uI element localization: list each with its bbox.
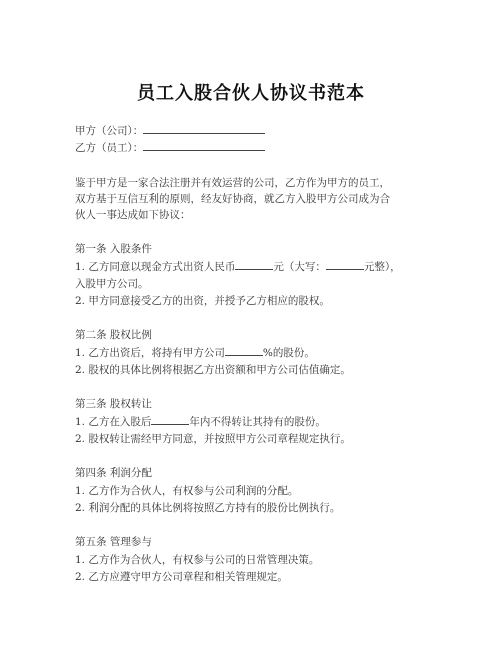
- intro-line: 伙人一事达成如下协议：: [75, 209, 191, 221]
- clause-line: 1. 乙方作为合伙人，有权参与公司利润的分配。: [75, 485, 299, 497]
- party-a-blank[interactable]: [143, 124, 265, 134]
- section-heading: 第二条 股权比例: [75, 329, 152, 341]
- clause-text: 年内不得转让其持有的股份。: [189, 416, 326, 428]
- clause-line: 2. 股权转让需经甲方同意，并按照甲方公司章程规定执行。: [75, 433, 351, 445]
- section-heading: 第五条 管理参与: [75, 536, 152, 548]
- clause-text: %的股份。: [262, 347, 315, 359]
- party-b-blank[interactable]: [143, 141, 265, 151]
- clause-line: 2. 股权的具体比例将根据乙方出资额和甲方公司估值确定。: [75, 364, 351, 376]
- percent-blank[interactable]: [225, 346, 263, 356]
- section-heading: 第三条 股权转让: [75, 398, 152, 410]
- party-a-line: [75, 124, 265, 138]
- clause-text: 1. 乙方在入股后: [75, 416, 152, 428]
- years-blank[interactable]: [151, 415, 189, 425]
- intro-line: 鉴于甲方是一家合法注册并有效运营的公司，乙方作为甲方的员工，: [75, 177, 390, 189]
- clause-line: [75, 260, 401, 274]
- clause-line: 2. 乙方应遵守甲方公司章程和相关管理规定。: [75, 571, 288, 583]
- clause-line: 1. 乙方作为合伙人，有权参与公司的日常管理决策。: [75, 554, 320, 566]
- amount-blank[interactable]: [235, 260, 273, 270]
- document-title: 员工入股合伙人协议书范本: [137, 83, 365, 104]
- clause-text: 1. 乙方同意以现金方式出资人民币: [75, 261, 236, 273]
- clause-line: 入股甲方公司。: [75, 278, 149, 290]
- intro-line: 双方基于互信互利的原则，经友好协商，就乙方入股甲方公司成为合: [75, 193, 390, 205]
- party-b-line: [75, 141, 265, 155]
- clause-text: 1. 乙方出资后，将持有甲方公司: [75, 347, 225, 359]
- section-heading: 第一条 入股条件: [75, 243, 152, 255]
- clause-text: 元整），: [363, 261, 401, 273]
- clause-text: 元（大写：: [273, 261, 326, 273]
- clause-line: 2. 利润分配的具体比例将按照乙方持有的股份比例执行。: [75, 502, 341, 514]
- clause-line: [75, 415, 326, 429]
- party-b-label: 乙方（员工）：: [75, 142, 144, 154]
- amount-words-blank[interactable]: [326, 260, 364, 270]
- clause-line: 2. 甲方同意接受乙方的出资，并授予乙方相应的股权。: [75, 295, 330, 307]
- party-a-label: 甲方（公司）：: [75, 125, 144, 137]
- clause-line: [75, 346, 315, 360]
- section-heading: 第四条 利润分配: [75, 467, 152, 479]
